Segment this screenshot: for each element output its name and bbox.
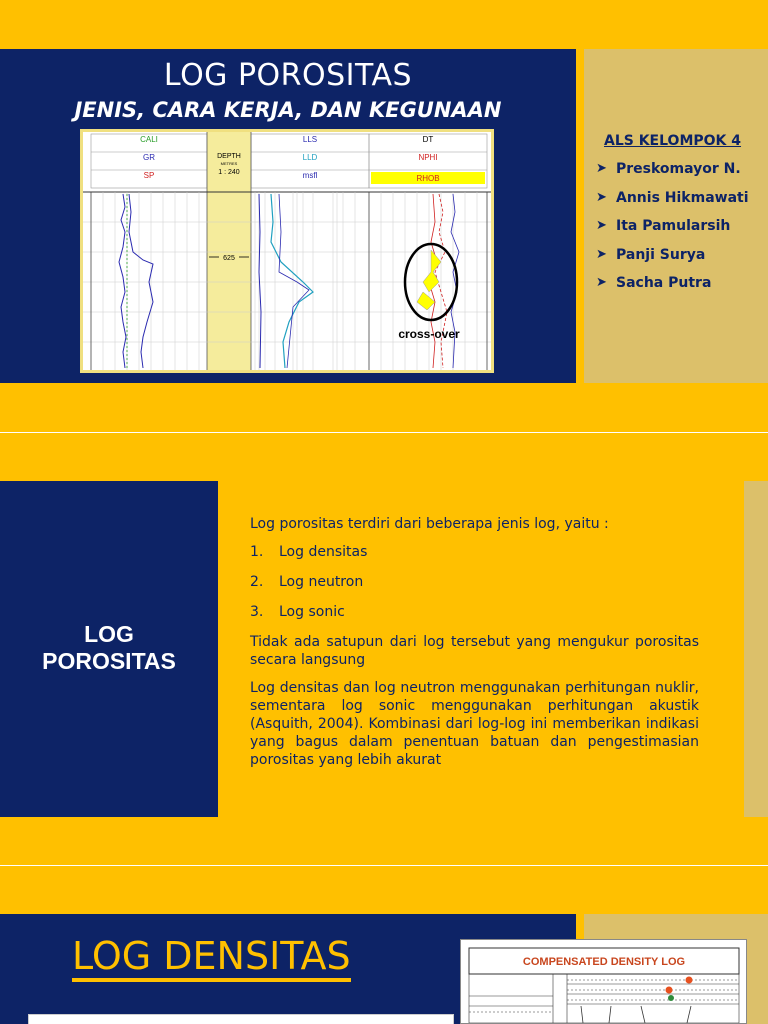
list-number: 2. [250,574,264,590]
section-heading [0,621,218,675]
list-number: 1. [250,544,264,560]
member-list [596,161,749,304]
depth-label: DEPTH [217,153,241,160]
list-text: Log neutron [279,574,364,590]
member-name: Sacha Putra [616,275,712,291]
paragraph: Tidak ada satupun dari log tersebut yang mengukur porositas secara langsung [250,634,699,668]
member-item [596,275,749,304]
depth-column [207,132,251,370]
slide-title-text: LOG POROSITAS [163,58,413,93]
arrow-bullet-icon: ➤ [596,275,607,290]
curve-label-msfl: msfl [302,171,318,180]
porosity-marker [686,977,693,984]
curve-label-lld: LLD [302,153,318,162]
list-item [250,603,699,621]
curve-label-rhob: RHOB [416,174,440,183]
slide-log-porositas [0,433,768,865]
arrow-bullet-icon: ➤ [596,189,607,205]
list-item [250,573,699,591]
well-log-figure [80,129,494,373]
heading-line: POROSITAS [42,648,176,674]
slide-title [0,0,768,432]
slide-log-densitas [0,866,768,1024]
depth-unit: METRES [220,161,238,166]
list-text: Log densitas [279,544,368,560]
list-number: 3. [250,604,264,620]
member-name: Preskomayor N. [616,161,741,177]
intro-text: Log porositas terdiri dari beberapa jenis log, yaitu : [250,516,609,532]
density-marker [666,987,673,994]
paragraph: Log densitas dan log neutron menggunakan perhitungan nuklir, sementara log sonic menggunakan perhitungan akustik (Asquith, 2004). Kombinasi dari log-log ini memberikan indikasi yang bagus dalam penentuan batuan dan pengestimasian porositas yang lebih akurat [250,680,699,768]
member-name: Panji Surya [616,246,706,263]
correction-marker [668,995,674,1001]
depth-mark: 625 [223,255,235,262]
member-name: Ita Pamularsih [616,218,731,234]
crossover-label: cross-over [398,327,460,341]
arrow-bullet-icon: ➤ [596,218,607,233]
log-type-list [250,543,699,621]
text-box [28,1014,454,1024]
curve-label-cali: CALI [140,135,158,144]
member-name: Annis Hikmawati [616,189,749,206]
side-accent [744,481,768,817]
list-item [250,543,699,561]
curve-label-lls: LLS [302,135,318,144]
member-item [596,161,749,190]
slide-subtitle: JENIS, CARA KERJA, DAN KEGUNAAN [74,98,502,122]
curve-label-dt: DT [422,135,434,144]
curve-label-gr: GR [143,153,155,162]
member-item [596,247,749,276]
depth-scale: 1 : 240 [218,169,240,176]
arrow-bullet-icon: ➤ [596,246,607,262]
density-log-figure [460,939,747,1024]
curve-label-nphi: NPHI [418,153,438,162]
list-text: Log sonic [279,604,345,620]
arrow-bullet-icon: ➤ [596,161,607,176]
heading-line: LOG [84,621,134,647]
member-item [596,218,749,247]
curve-label-sp: SP [143,171,155,180]
member-item [596,190,749,219]
group-title: ALS KELOMPOK 4 [604,133,742,149]
figure-title: COMPENSATED DENSITY LOG [522,956,686,968]
slide-title-text: LOG DENSITAS [72,934,351,982]
body-text [250,515,699,779]
